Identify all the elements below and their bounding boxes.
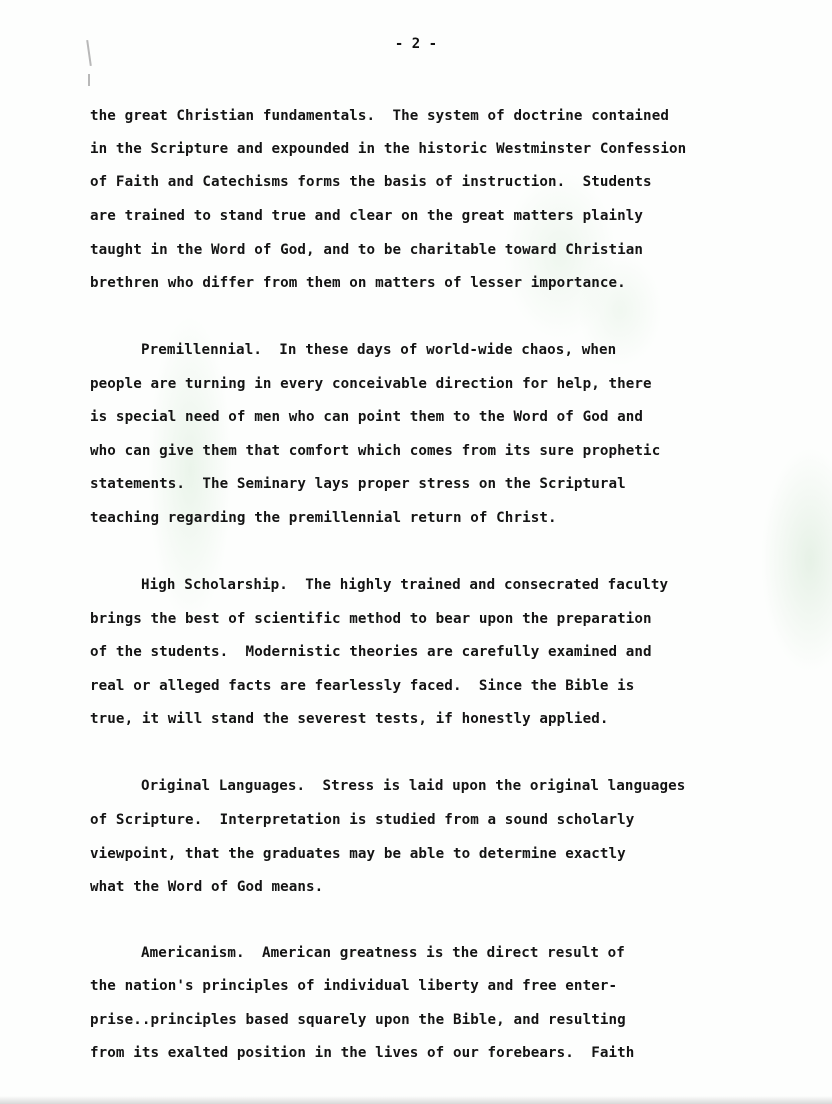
text-line: people are turning in every conceivable direction for help, there: [90, 376, 652, 392]
text-line: real or alleged facts are fearlessly faced. Since the Bible is: [90, 678, 635, 694]
text-line: of the students. Modernistic theories are carefully examined and: [90, 644, 652, 660]
page-number: - 2 -: [394, 36, 438, 52]
text-line: is special need of men who can point them to the Word of God and: [90, 409, 644, 425]
text-line: viewpoint, that the graduates may be able to determine exactly: [90, 846, 626, 862]
text-line: in the Scripture and expounded in the historic Westminster Confession: [90, 141, 687, 157]
margin-mark: [88, 74, 90, 86]
text-line: of Faith and Catechisms forms the basis of instruction. Students: [90, 174, 652, 190]
text-line: what the Word of God means.: [90, 879, 324, 895]
text-line: brings the best of scientific method to bear upon the preparation: [90, 611, 652, 627]
text-line: are trained to stand true and clear on the great matters plainly: [90, 208, 644, 224]
text-line: the nation's principles of individual liberty and free enter-: [90, 978, 618, 994]
text-line: Premillennial. In these days of world-wide chaos, when: [141, 342, 617, 358]
text-line: who can give them that comfort which comes from its sure prophetic: [90, 443, 661, 459]
text-line: statements. The Seminary lays proper stress on the Scriptural: [90, 476, 626, 492]
text-line: Americanism. American greatness is the direct result of: [141, 945, 625, 961]
text-line: High Scholarship. The highly trained and consecrated faculty: [141, 577, 669, 593]
text-line: Original Languages. Stress is laid upon the original languages: [141, 778, 686, 794]
text-line: the great Christian fundamentals. The system of doctrine contained: [90, 108, 669, 124]
text-line: brethren who differ from them on matters of lesser importance.: [90, 275, 626, 291]
text-line: true, it will stand the severest tests, if honestly applied.: [90, 711, 609, 727]
text-line: teaching regarding the premillennial return of Christ.: [90, 510, 557, 526]
text-line: prise..principles based squarely upon the Bible, and resulting: [90, 1012, 626, 1028]
page-bottom-edge: [0, 1096, 832, 1104]
text-line: from its exalted position in the lives of our forebears. Faith: [90, 1045, 635, 1061]
text-line: of Scripture. Interpretation is studied from a sound scholarly: [90, 812, 635, 828]
text-line: taught in the Word of God, and to be charitable toward Christian: [90, 242, 644, 258]
